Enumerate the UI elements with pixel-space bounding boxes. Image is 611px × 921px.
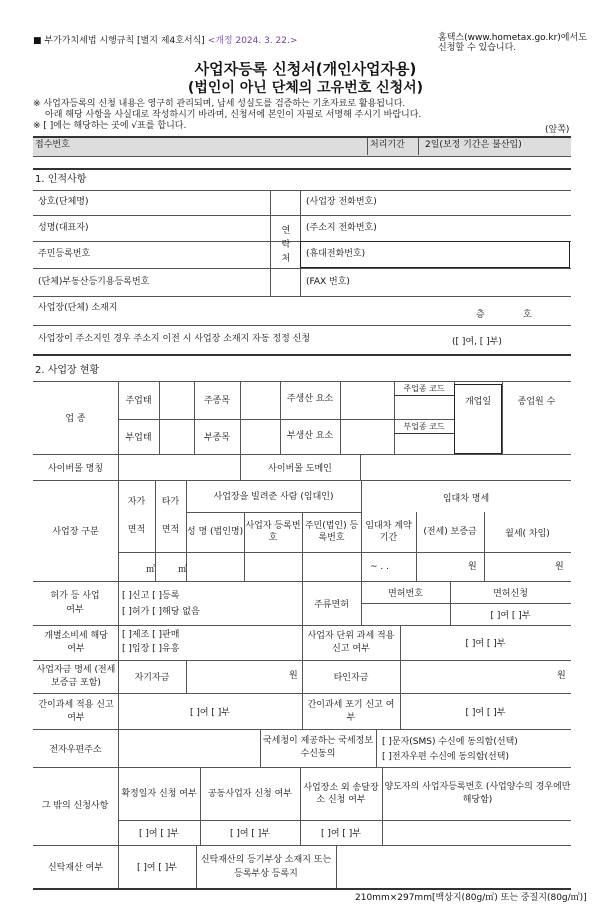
- own-label: 자가: [127, 496, 146, 507]
- transferor-label: 양도자의 사업자등록번호 (사업양수의 경우에만 해당함): [384, 782, 571, 805]
- consent-email-option[interactable]: [ ]전자우편 수신에 동의함(선택): [382, 752, 509, 762]
- note-1: ※ 사업자등록의 신청 내용은 영구히 관리되며, 납세 성실도를 검증하는 기초자료로 활용됩니다.: [33, 99, 406, 109]
- mailing-choice[interactable]: [ ]여 [ ]부: [320, 829, 361, 839]
- floor-label: 층: [476, 310, 485, 320]
- lender-idno-label: 주민(법인) 등록번호: [304, 521, 359, 543]
- main-category-label: 주업태: [125, 395, 152, 406]
- unit-label: 호: [523, 310, 532, 320]
- liquor-license-label: 주류면허: [314, 599, 349, 610]
- other-fund-won: 원: [557, 671, 566, 681]
- fixed-date-label: 확정일자 신청 여부: [121, 789, 197, 799]
- deposit-label: (전세) 보증금: [423, 527, 477, 537]
- note-3: ※ [ ]에는 해당하는 곳에 √표를 합니다.: [33, 121, 187, 131]
- lease-period-mark: ~ . .: [370, 562, 389, 572]
- sub-category-label: 부업태: [125, 432, 152, 443]
- section2-title: 2. 사업장 현황: [35, 365, 100, 376]
- fax-label: (FAX 번호): [306, 277, 350, 287]
- resident-number-label: 주민등록번호: [38, 249, 91, 259]
- mailing-label: 사업장소 외 송달장소 신청 여부: [303, 783, 379, 805]
- others-sqm-unit: ㎡: [178, 565, 188, 575]
- consent-sms-option[interactable]: [ ]문자(SMS) 수신에 동의함(선택): [382, 737, 518, 747]
- processing-period-value: 2일(보정 기간은 불산입): [425, 140, 522, 150]
- own-fund-label: 자기자금: [134, 673, 170, 683]
- sub-item-label: 부종목: [203, 432, 231, 443]
- form-reference: ■ 부가가치세법 시행규칙 [별지 제4호서식] <개정 2024. 3. 22.>: [33, 36, 298, 46]
- own-area-label: 면적: [127, 524, 146, 535]
- sub-material-label: 부생산 요소: [286, 430, 334, 441]
- license-number-label: 면허번호: [388, 588, 423, 599]
- deposit-won: 원: [468, 562, 477, 572]
- fund-label: 사업자금 명세 (전세보증금 포함): [36, 665, 116, 688]
- simple-tax-label: 간이과세 적용 신고 여부: [38, 699, 114, 723]
- trust-choice[interactable]: [ ]여 [ ]부: [136, 863, 177, 873]
- simple-tax-choice[interactable]: [ ]여 [ ]부: [189, 707, 230, 718]
- main-material-label: 주생산 요소: [286, 393, 334, 404]
- license-options-1[interactable]: [ ]신고 [ ]등록: [122, 591, 180, 601]
- mobile-phone-label: (휴대전화번호): [306, 249, 366, 259]
- cyber-mall-name-label: 사이버몰 명칭: [47, 463, 104, 474]
- home-phone-label: (주소지 전화번호): [306, 223, 377, 233]
- trust-label: 신탁재산 여부: [47, 863, 104, 873]
- section1-title: 1. 인적사항: [35, 174, 87, 185]
- excise-label: 개별소비세 해당 여부: [44, 631, 108, 654]
- note-2: 아래 해당 사항을 사실대로 작성하시기 바라며, 신청서에 본인이 자필로 서명해 주시기 바랍니다.: [45, 110, 422, 120]
- open-date-box[interactable]: [454, 384, 502, 454]
- unit-tax-choice[interactable]: [ ]여 [ ]부: [465, 639, 506, 649]
- license-apply-choice[interactable]: [ ]여 [ ]부: [490, 610, 531, 621]
- main-code-label: 주업종 코드: [403, 383, 445, 393]
- representative-label: 성명(대표자): [38, 223, 89, 233]
- own-sqm-unit: ㎡: [146, 565, 156, 575]
- realestate-number-label: (단체)부동산등기용등록번호: [38, 277, 150, 287]
- lease-detail-label: 임대차 명세: [442, 493, 490, 504]
- unit-tax-label: 사업자 단위 과세 적용 신고 여부: [307, 631, 395, 654]
- simple-giveup-label: 간이과세 포기 신고 여부: [307, 699, 395, 723]
- lender-bizno-label: 사업자 등록번호: [245, 521, 301, 543]
- auto-correct-label: 사업장이 주소지인 경우 주소지 이전 시 사업장 소재지 자동 정정 신청: [38, 334, 311, 344]
- employees-label: 종업원 수: [517, 396, 556, 407]
- license-options-2[interactable]: [ ]허가 [ ]해당 없음: [122, 607, 200, 617]
- consent-label: 국세청이 제공하는 국세정보 수신동의: [262, 736, 374, 759]
- lender-label: 사업장을 빌려준 사람 (임대인): [213, 492, 334, 502]
- receipt-number-label: 접수번호: [35, 140, 70, 150]
- own-fund-won: 원: [289, 671, 298, 681]
- co-business-label: 공동사업자 신청 여부: [208, 789, 292, 799]
- others-label: 타가: [161, 496, 180, 507]
- business-type-label: 업 종: [65, 414, 86, 424]
- page-subtitle: (법인이 아닌 단체의 고유번호 신청서): [187, 80, 424, 96]
- excise-options-1[interactable]: [ ]제조 [ ]판매: [122, 630, 180, 640]
- processing-period-label: 처리기간: [370, 140, 405, 150]
- lender-name-label: 성 명 (법인명): [186, 527, 244, 537]
- fixed-date-choice[interactable]: [ ]여 [ ]부: [138, 829, 179, 839]
- address-label: 사업장(단체) 소재지: [38, 303, 118, 313]
- others-area-label: 면적: [161, 524, 180, 535]
- page-side: (앞쪽): [545, 125, 570, 135]
- contact-label: 연 락 처: [281, 226, 291, 264]
- page-title: 사업자등록 신청서(개인사업자용): [194, 59, 417, 78]
- auto-correct-choice[interactable]: ([ ]여, [ ]부): [452, 337, 502, 347]
- open-date-label: 개업일: [464, 396, 492, 407]
- office-phone-label: (사업장 전화번호): [306, 197, 377, 207]
- simple-giveup-choice[interactable]: [ ]여 [ ]부: [465, 707, 506, 718]
- license-apply-label: 면허신청: [493, 588, 528, 599]
- cyber-mall-domain-label: 사이버몰 도메인: [268, 463, 332, 474]
- other-apps-label: 그 밖의 신청사항: [41, 801, 109, 811]
- trade-name-label: 상호(단체명): [38, 197, 89, 207]
- site-type-label: 사업장 구분: [52, 527, 99, 537]
- sub-code-label: 부업종 코드: [403, 421, 445, 431]
- main-item-label: 주종목: [203, 395, 231, 406]
- other-fund-label: 타인자금: [333, 673, 369, 683]
- email-label: 전자우편주소: [49, 744, 102, 755]
- paper-spec: 210mm×297mm[백상지(80g/㎡) 또는 중질지(80g/㎡)]: [355, 893, 587, 903]
- hometax-note: 홈택스(www.hometax.go.kr)에서도 신청할 수 있습니다.: [438, 33, 587, 53]
- trust-location-label: 신탁재산의 등기부상 소재지 또는 등록부상 등록지: [200, 855, 332, 879]
- excise-options-2[interactable]: [ ]입장 [ ]유흥: [122, 644, 180, 654]
- co-business-choice[interactable]: [ ]여 [ ]부: [229, 829, 270, 839]
- license-label: 허가 등 사업 여부: [50, 591, 100, 615]
- lease-period-label: 임대차 계약기간: [365, 521, 412, 543]
- rent-won: 원: [555, 562, 564, 572]
- monthly-rent-label: 월세( 차임): [505, 528, 550, 539]
